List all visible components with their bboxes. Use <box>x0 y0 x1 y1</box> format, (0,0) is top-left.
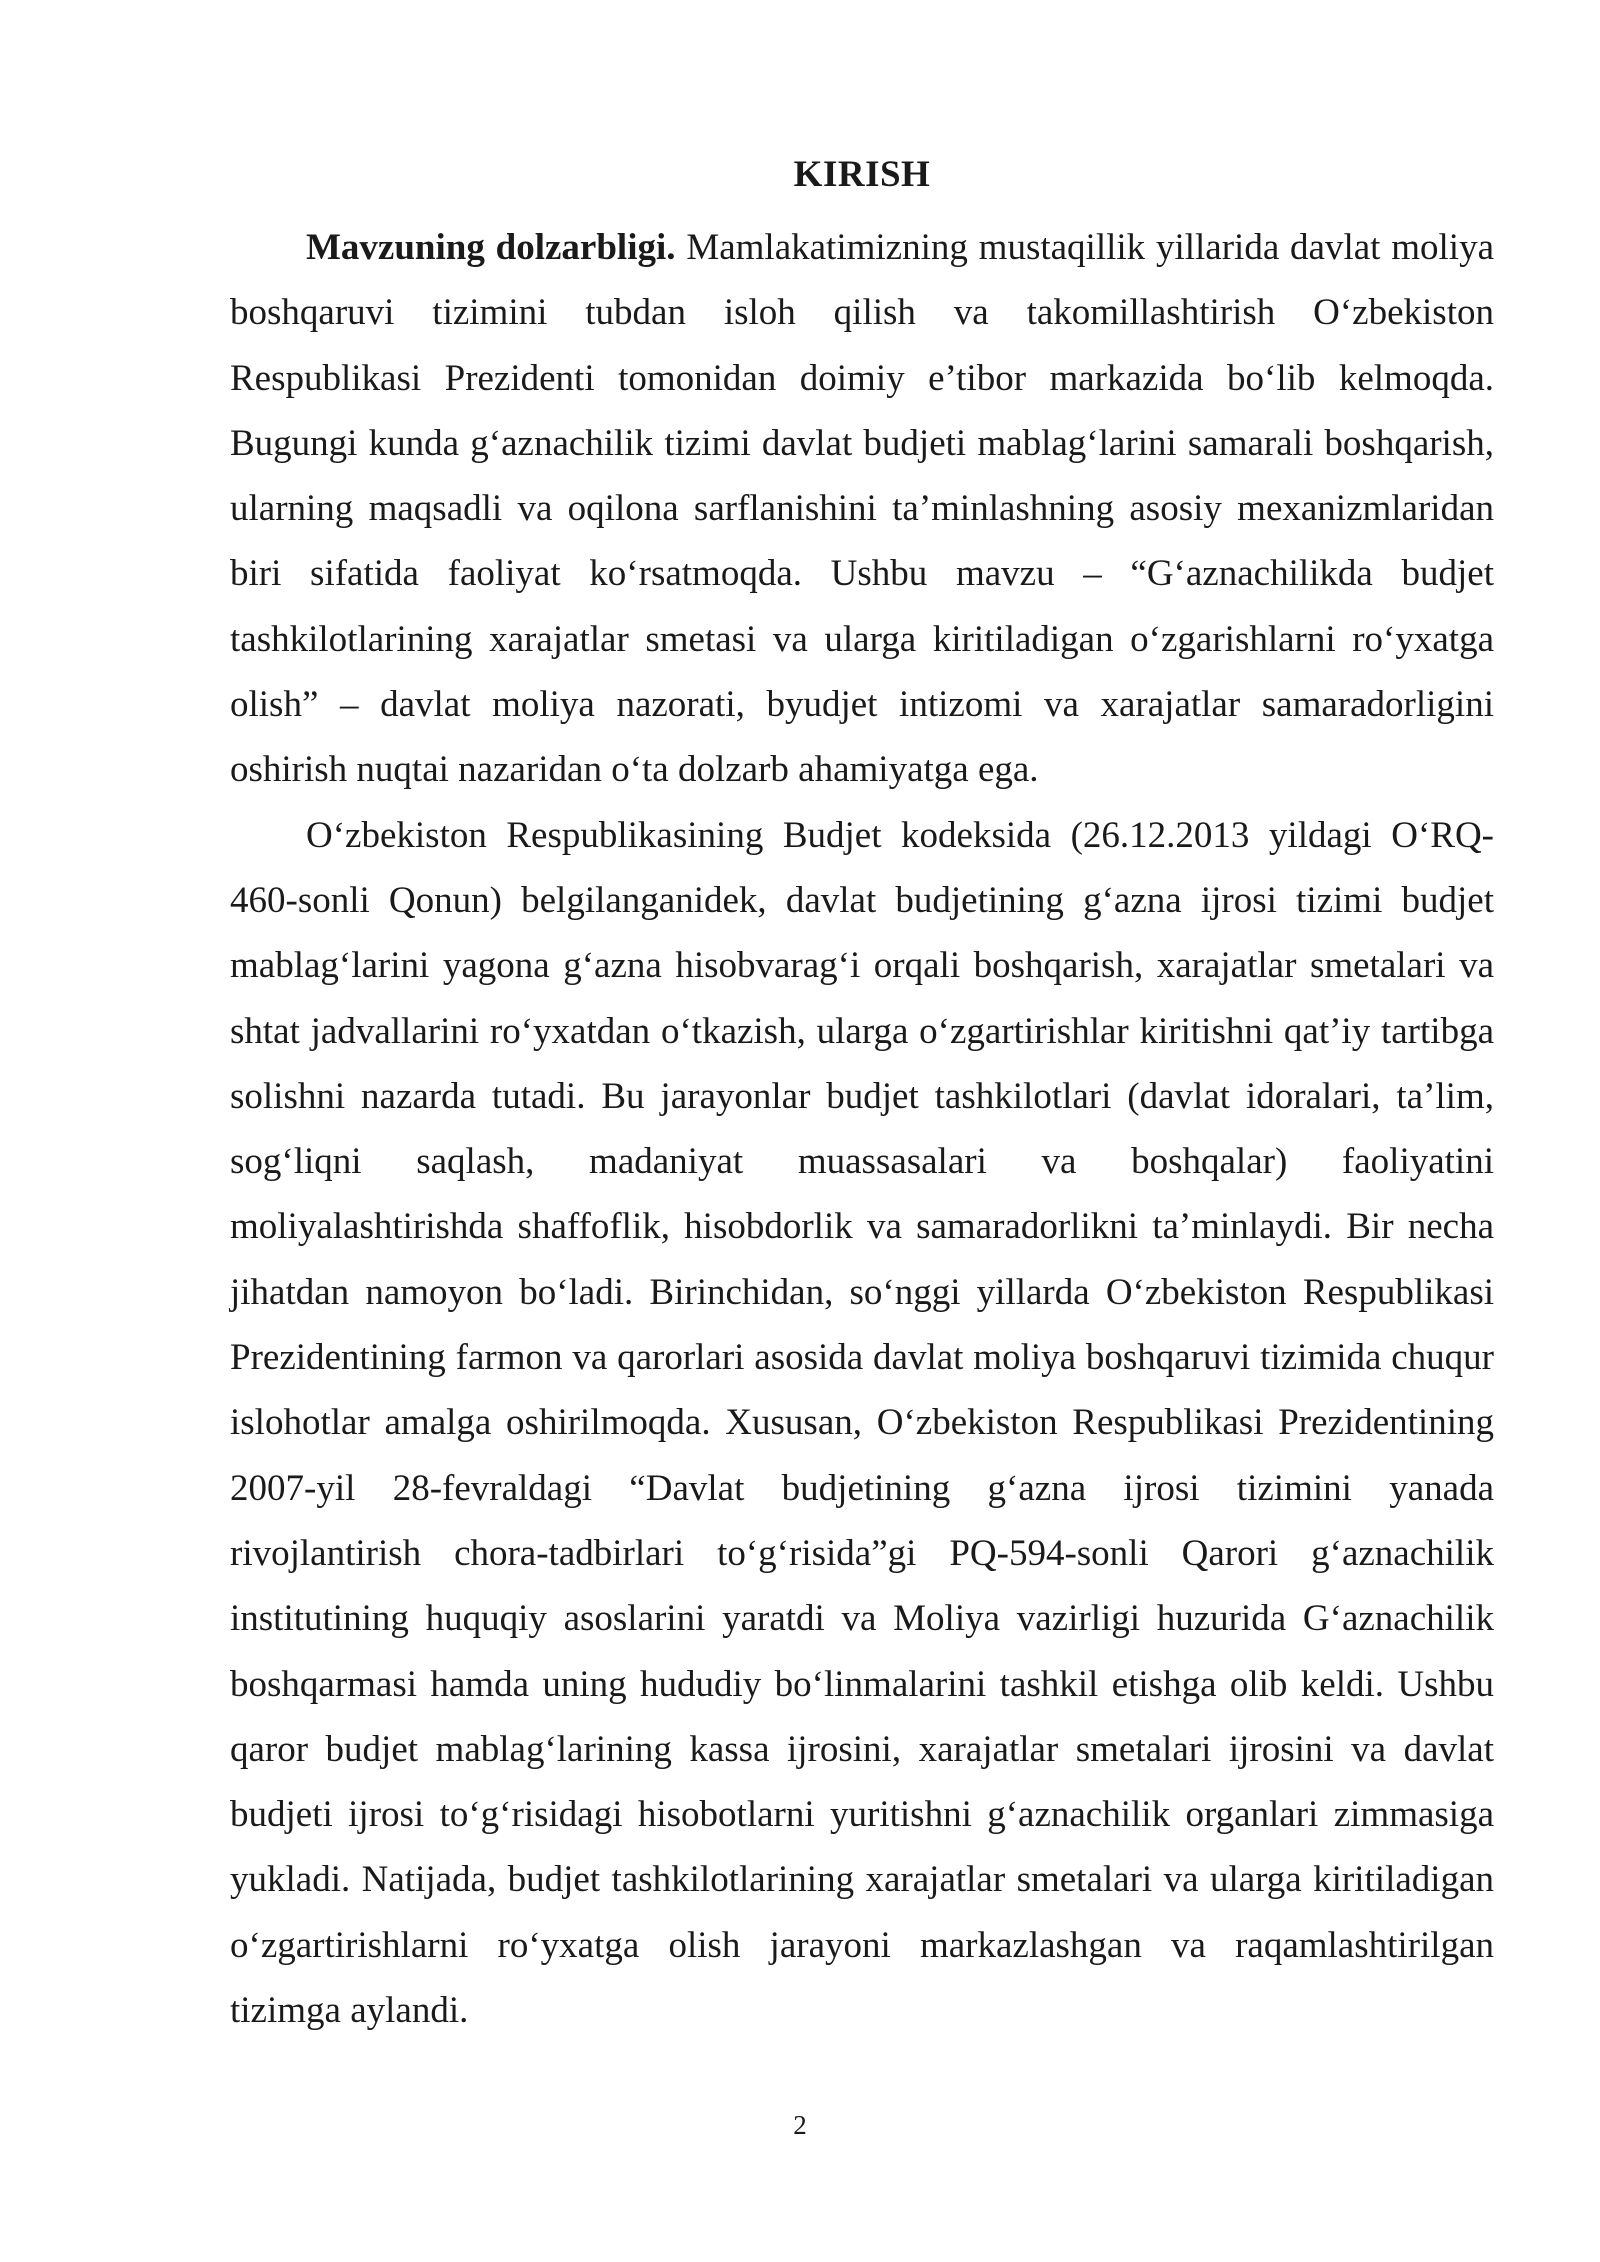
section-heading: KIRISH <box>793 154 931 195</box>
page-content <box>230 150 1494 2043</box>
paragraph-body: O‘zbekiston Respublikasining Budjet kodeksida (26.12.2013 yildagi O‘RQ-460-sonli Qonun) belgilanganidek, davlat budjetining g‘azna ijrosi tizimi budjet mablag‘larini yagona g‘azna hisobvarag‘i orqali boshqarish, xarajatlar smetalari va shtat jadvallarini ro‘yxatdan o‘tkazish, ularga o‘zgartirishlar kiritishni qat’iy tartibga solishni nazarda tutadi. Bu jarayonlar budjet tashkilotlari (davlat idoralari, ta’lim, sog‘liqni saqlash, madaniyat muassasalari va boshqalar) faoliyatini moliyalashtirishda shaffoflik, hisobdorlik va samaradorlikni ta’minlaydi. Bir necha jihatdan namoyon bo‘ladi. Birinchidan, so‘nggi yillarda O‘zbekiston Respublikasi Prezidentining farmon va qarorlari asosida davlat moliya boshqaruvi tizimida chuqur islohotlar amalga oshirilmoqda. Xususan, O‘zbekiston Respublikasi Prezidentining 2007-yil 28-fevraldagi “Davlat budjetining g‘azna ijrosi tizimini yanada rivojlantirish chora-tadbirlari to‘g‘risida”gi PQ-594-sonli Qarori g‘aznachilik institutining huquqiy asoslarini yaratdi va Moliya vazirligi huzurida G‘aznachilik boshqarmasi hamda uning hududiy bo‘linmalarini tashkil etishga olib keldi. Ushbu qaror budjet mablag‘larining kassa ijrosini, xarajatlar smetalari ijrosini va davlat budjeti ijrosi to‘g‘risidagi hisobotlarni yuritishni g‘aznachilik organlari zimmasiga yukladi. Natijada, budjet tashkilotlarining xarajatlar smetalari va ularga kiritiladigan o‘zgartirishlarni ro‘yxatga olish jarayoni markazlashgan va raqamlashtirilgan tizimga aylandi. <box>230 814 1494 2032</box>
paragraph-lead: Mavzuning dolzarbligi. <box>306 227 676 268</box>
paragraph-relevance <box>230 215 1494 803</box>
paragraph-body: Mamlakatimizning mustaqillik yillarida davlat moliya boshqaruvi tizimini tubdan isloh qilish va takomillashtirish O‘zbekiston Respublikasi Prezidenti tomonidan doimiy e’tibor markazida bo‘lib kelmoqda. Bugungi kunda g‘aznachilik tizimi davlat budjeti mablag‘larini samarali boshqarish, ularning maqsadli va oqilona sarflanishini ta’minlashning asosiy mexanizmlaridan biri sifatida faoliyat ko‘rsatmoqda. Ushbu mavzu – “G‘aznachilikda budjet tashkilotlarining xarajatlar smetasi va ularga kiritiladigan o‘zgarishlarni ro‘yxatga olish” – davlat moliya nazorati, byudjet intizomi va xarajatlar samaradorligini oshirish nuqtai nazaridan o‘ta dolzarb ahamiyatga ega. <box>230 227 1495 791</box>
page-number: 2 <box>793 2110 807 2140</box>
paragraph-budget-code <box>230 803 1494 2044</box>
